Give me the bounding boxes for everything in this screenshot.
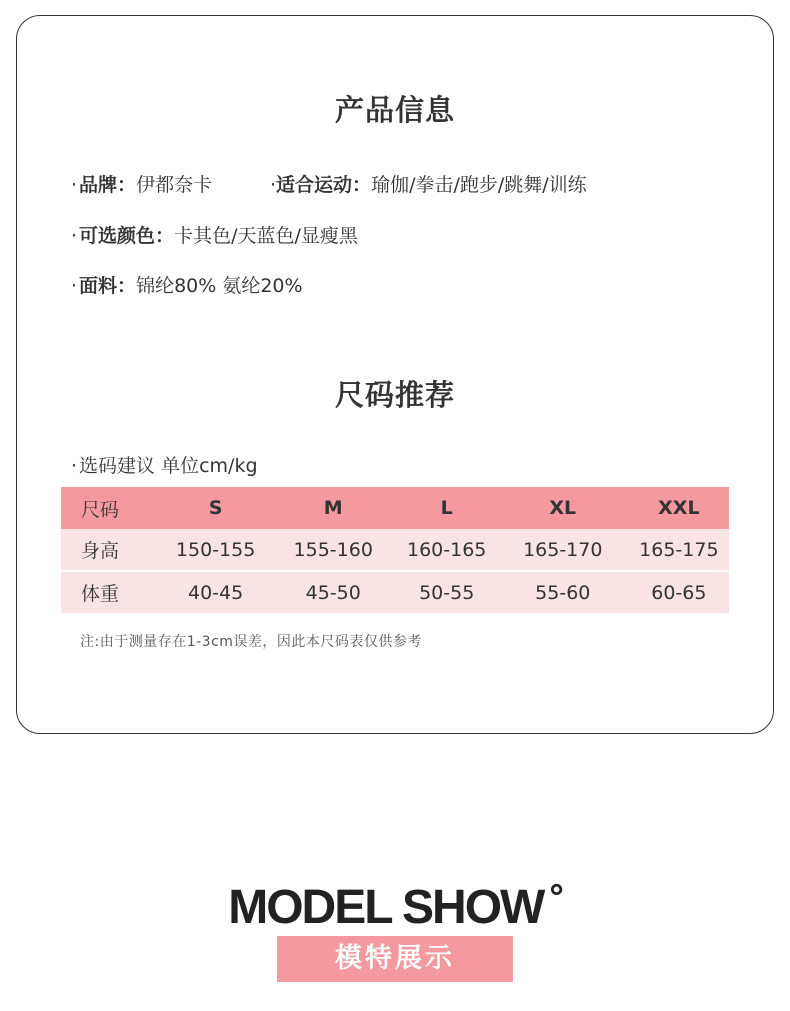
sport-value: 瑜伽/拳击/跑步/跳舞/训练 — [371, 174, 587, 196]
size-table — [61, 487, 729, 613]
header-cell-xxl: XXL — [629, 487, 729, 529]
brand-value: 伊都奈卡 — [136, 174, 213, 196]
model-show-badge: 模特展示 — [277, 936, 513, 982]
table-row-height — [61, 529, 729, 571]
header-cell-size: 尺码 — [61, 487, 161, 529]
table-cell: 165-170 — [497, 529, 629, 571]
table-cell: 50-55 — [397, 571, 497, 613]
model-show-title: MODEL SHOW — [228, 881, 544, 934]
table-cell: 55-60 — [497, 571, 629, 613]
color-value: 卡其色/天蓝色/显瘦黑 — [174, 225, 358, 247]
product-info-title: 产品信息 — [334, 93, 455, 127]
model-show-heading — [0, 876, 790, 935]
bullet-dot: · — [71, 174, 78, 196]
size-table-header — [61, 487, 729, 529]
fabric-line — [71, 271, 303, 298]
header-cell-l: L — [397, 487, 497, 529]
row-label-height: 身高 — [61, 529, 161, 571]
brand-line — [71, 170, 212, 197]
header-cell-s: S — [161, 487, 270, 529]
header-cell-xl: XL — [497, 487, 629, 529]
color-line — [71, 221, 358, 248]
sport-line — [270, 170, 587, 197]
size-note: 注:由于测量存在1-3cm误差，因此本尺码表仅供参考 — [80, 634, 422, 650]
table-cell: 160-165 — [397, 529, 497, 571]
header-cell-m: M — [270, 487, 397, 529]
size-recommend-title: 尺码推荐 — [334, 378, 455, 412]
row-label-weight: 体重 — [61, 571, 161, 613]
color-label: 可选颜色： — [79, 225, 175, 247]
table-cell: 45-50 — [270, 571, 397, 613]
table-cell: 60-65 — [629, 571, 729, 613]
fabric-label: 面料： — [79, 275, 137, 297]
table-cell: 40-45 — [161, 571, 270, 613]
bullet-dot: · — [270, 174, 277, 196]
table-cell: 165-175 — [629, 529, 729, 571]
brand-label: 品牌： — [79, 174, 137, 196]
size-advice-text: 选码建议 单位cm/kg — [79, 455, 258, 477]
table-cell: 155-160 — [270, 529, 397, 571]
fabric-value: 锦纶80% 氨纶20% — [136, 275, 303, 297]
sport-label: 适合运动： — [276, 174, 372, 196]
bullet-dot: · — [71, 225, 78, 247]
bullet-dot: · — [71, 275, 78, 297]
size-advice — [71, 451, 258, 478]
degree-mark: ° — [549, 876, 562, 917]
table-cell: 150-155 — [161, 529, 270, 571]
bullet-dot: · — [71, 455, 78, 477]
table-row-weight — [61, 571, 729, 613]
